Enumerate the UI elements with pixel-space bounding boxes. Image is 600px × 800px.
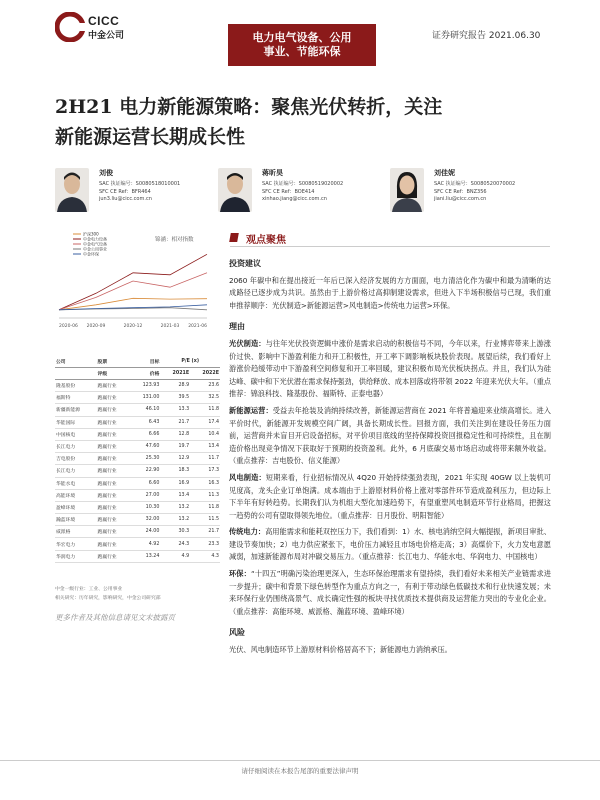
analyst-sfc: SFC CE Ref：BOE414 xyxy=(262,189,315,195)
table-cell: 18.3 xyxy=(160,465,190,477)
table-header-cell: P/E (x) xyxy=(160,356,220,368)
table-note-line: 相关研究：历年研究，影响研究，中金公司研究部 xyxy=(55,596,161,601)
env-paragraph xyxy=(229,568,551,618)
table-cell: 威派格 xyxy=(55,526,97,538)
analyst-card xyxy=(390,168,550,218)
table-cell: 123.93 xyxy=(130,380,160,392)
risk-paragraph: 光伏、风电制造环节上游原材料价格居高不下；新能源电力消纳承压。 xyxy=(229,645,452,655)
table-cell: 13.4 xyxy=(160,489,190,501)
pv-label: 光伏制造： xyxy=(229,338,266,348)
table-cell: 25.30 xyxy=(130,453,160,465)
table-cell: 13.3 xyxy=(160,404,190,416)
table-cell: 华宏电力 xyxy=(55,538,97,550)
table-cell: 13.24 xyxy=(130,550,160,562)
table-cell: 24.3 xyxy=(160,538,190,550)
table-cell: 11.7 xyxy=(190,453,220,465)
investment-heading: 投资建议 xyxy=(229,259,261,268)
table-cell: 11.3 xyxy=(190,489,220,501)
sector-line-2: 事业、节能环保 xyxy=(263,45,341,58)
table-cell: 盈峰环境 xyxy=(55,501,97,513)
table-row xyxy=(55,404,220,416)
trad-text: 高用能需求和能耗双控压力下，我们看到：1）水、核电消纳空间大幅提振，新项目审批、建设节奏加快；2）电力供应紧张下，电价压力减轻且市场电价格走高；3）高煤价下，火力发电意愿减弱，加速新能源布局对冲碳交易压力。（重点推荐：长江电力、华能水电、华润电力、中国核电） xyxy=(229,527,551,562)
risk-heading: 风险 xyxy=(229,628,245,638)
pv-paragraph xyxy=(229,338,551,401)
table-cell: 6.60 xyxy=(130,477,160,489)
table-cell: 跑赢行业 xyxy=(97,440,131,452)
table-cell: 华润电力 xyxy=(55,550,97,562)
table-cell: 13.2 xyxy=(160,514,190,526)
table-cell: 21.7 xyxy=(190,526,220,538)
wind-text: 短期来看，行业招标情况从 4Q20 开始持续强劲表现，2021 年实现 40GW 以上装机可见度高，龙头企业订单饱满。成本端由于上游原材料价格上涨对零部件环节造成盈利压力，但边际上下半年有好转趋势。长期我们认为机组大型化加速趋势下，有望重塑风电制造环节行业格局，把握这一趋势的公司有望取得领先地位。（重点推荐：日月股份、明阳智能） xyxy=(229,472,551,520)
table-cell: 隆基股份 xyxy=(55,380,97,392)
chart-source: 锦涵：相对指数 xyxy=(155,237,194,243)
ne-paragraph xyxy=(229,405,551,468)
table-cell: 21.7 xyxy=(160,416,190,428)
wind-paragraph xyxy=(229,472,551,522)
analyst-photo-icon xyxy=(218,168,252,212)
table-cell: 跑赢行业 xyxy=(97,501,131,513)
table-cell: 131.00 xyxy=(130,392,160,404)
table-cell: 12.9 xyxy=(160,453,190,465)
chart-legend-label: 中金公用事业 xyxy=(83,246,107,252)
chart-x-tick-label: 2020-06 xyxy=(59,324,78,329)
chart-x-tick-label: 2021-03 xyxy=(160,324,180,329)
table-row xyxy=(55,453,220,465)
analyst-email[interactable]: xinhao.jiang@cicc.com.cn xyxy=(262,196,327,202)
table-cell: 6.66 xyxy=(130,428,160,440)
table-header-cell: 2021E xyxy=(160,368,190,380)
chart-x-tick-label: 2020-12 xyxy=(123,324,143,329)
table-row xyxy=(55,501,220,513)
table-cell: 28.9 xyxy=(160,380,190,392)
table-cell: 华能水电 xyxy=(55,477,97,489)
table-cell: 10.30 xyxy=(130,501,160,513)
table-row xyxy=(55,392,220,404)
table-cell: 19.7 xyxy=(160,440,190,452)
ne-text: 受益去年抢装及消纳持续改善，新能源运营商在 2021 年将普遍迎来业绩高增长。进入平价时代，新能源开发规模空间广阔，具备长期成长性。回报方面，我们关注到在建设任务压力面前，运营商并未盲目开启设备招标，对平价项目底线的坚持保障投资回报稳定性和可持续性，且在制造价格出现竞争情况下获取好于预期的投资盈利。此外，6 月底碳交易市场启动或将带来额外收益。（重点推荐：吉电股份、信义能源） xyxy=(229,405,551,466)
table-cell: 4.3 xyxy=(190,550,220,562)
table-row xyxy=(55,489,220,501)
chart-x-tick-label: 2020-09 xyxy=(86,324,106,329)
table-cell: 13.4 xyxy=(190,440,220,452)
analyst-name: 蒋昕昊 xyxy=(262,169,283,177)
report-header xyxy=(0,0,600,72)
chart-series-line xyxy=(59,254,207,309)
table-note-line: 中金一级行业：工业、公用事业 xyxy=(55,587,123,592)
ne-label: 新能源运营： xyxy=(229,405,273,415)
table-cell: 长江电力 xyxy=(55,440,97,452)
table-header-cell: 价格 xyxy=(130,368,160,380)
env-text: “十四五”明确污染治理更深入，生态环保治理需求有望持续，我们看好未来相关产业链需求进一步提升；碳中和背景下绿色转型作为重点方向之一，有利于带动绿色低碳技术和行业快速发展；未来环保行业仍围绕高景气、成长确定性强的板块寻找优质技术提供商及运营能力突出的专业化企业。（重点推荐：高能环境、威派格、瀚蓝环境、盈峰环境） xyxy=(229,569,551,616)
table-cell: 39.5 xyxy=(160,392,190,404)
table-cell: 新疆新能源 xyxy=(55,404,97,416)
table-cell: 吉电股份 xyxy=(55,453,97,465)
chart-series-line xyxy=(59,273,207,310)
analyst-sac: SAC 执证编号：S0080519020002 xyxy=(262,181,344,187)
table-cell: 跑赢行业 xyxy=(97,392,131,404)
analyst-photo-icon xyxy=(390,168,424,212)
table-cell: 跑赢行业 xyxy=(97,526,131,538)
table-cell: 12.8 xyxy=(160,428,190,440)
report-date: 证券研究报告 2021.06.30 xyxy=(432,31,541,41)
logo-cn-text: 中金公司 xyxy=(88,31,125,41)
table-header-row xyxy=(55,356,220,368)
table-header-cell: 公司 xyxy=(55,356,97,368)
table-cell: 16.9 xyxy=(160,477,190,489)
logo-en-text: CICC xyxy=(88,14,120,28)
chart-legend-label: 沪深300 xyxy=(83,231,99,237)
stock-table xyxy=(55,356,220,563)
sector-line-1: 电力电气设备、公用 xyxy=(252,31,352,44)
table-row xyxy=(55,526,220,538)
table-cell: 22.90 xyxy=(130,465,160,477)
table-cell: 福斯特 xyxy=(55,392,97,404)
table-cell: 跑赢行业 xyxy=(97,404,131,416)
table-header-cell: 股票 xyxy=(97,356,131,368)
table-cell: 13.2 xyxy=(160,501,190,513)
table-cell: 11.5 xyxy=(190,514,220,526)
analyst-name: 刘佳妮 xyxy=(434,169,455,177)
pv-text: 与往年光伏投资逻辑中涨价是需求启动的积极信号不同，今年以来，行业博弈带来上游涨价过快、影响中下游盈利能力和开工积极性，开工率下调影响板块股价表现。展望后续，我们看好上游涨价趋缓带动中下游盈利空间修复和开工率回暖，建议积极布局光伏板块拐点。并且，我们认为硅达峰、碳中和下光伏潜在需求保持强劲，供给释放、成本回落或将带领 2022 年迎来光伏大年。（重点推荐：锦浪科技、隆基股份、福斯特、正泰电器） xyxy=(229,338,551,399)
analyst-name: 刘俊 xyxy=(99,169,113,177)
chart-legend-label: 中金电力设备 xyxy=(83,236,107,242)
table-cell: 跑赢行业 xyxy=(97,380,131,392)
analyst-sfc: SFC CE Ref：BFR464 xyxy=(99,189,151,195)
more-authors-note: 更多作者及其他信息请见文末披露页 xyxy=(55,613,175,622)
table-cell: 跑赢行业 xyxy=(97,428,131,440)
table-header-row xyxy=(55,368,220,380)
analyst-email[interactable]: jun3.liu@cicc.com.cn xyxy=(99,196,152,202)
table-cell: 跑赢行业 xyxy=(97,538,131,550)
chart-x-tick-label: 2021-06 xyxy=(188,324,207,329)
table-row xyxy=(55,428,220,440)
reason-heading: 理由 xyxy=(229,322,245,332)
wind-label: 风电制造： xyxy=(229,472,266,482)
table-row xyxy=(55,416,220,428)
table-cell: 跑赢行业 xyxy=(97,514,131,526)
env-label: 环保： xyxy=(229,569,251,579)
main-content xyxy=(229,258,551,661)
table-header-cell: 评级 xyxy=(97,368,131,380)
table-row xyxy=(55,538,220,550)
table-cell: 23.6 xyxy=(190,380,220,392)
chart-series-line xyxy=(59,305,207,310)
cicc-logo-icon xyxy=(55,12,85,42)
table-cell: 23.3 xyxy=(190,538,220,550)
table-row xyxy=(55,477,220,489)
table-header-cell: 目标 xyxy=(130,356,160,368)
analyst-card xyxy=(55,168,215,218)
analyst-sfc: SFC CE Ref：BNZ356 xyxy=(434,189,487,195)
table-cell: 27.00 xyxy=(130,489,160,501)
table-cell: 跑赢行业 xyxy=(97,550,131,562)
table-cell: 跑赢行业 xyxy=(97,489,131,501)
table-cell: 4.9 xyxy=(160,550,190,562)
table-cell: 10.4 xyxy=(190,428,220,440)
table-cell: 17.3 xyxy=(190,465,220,477)
table-cell: 跑赢行业 xyxy=(97,465,131,477)
table-cell: 47.60 xyxy=(130,440,160,452)
table-header-cell: 2022E xyxy=(190,368,220,380)
section-divider xyxy=(230,246,550,247)
table-cell: 4.92 xyxy=(130,538,160,550)
table-row xyxy=(55,514,220,526)
table-cell: 17.4 xyxy=(190,416,220,428)
performance-chart xyxy=(55,230,215,340)
title-line-2: 新能源运营长期成长性 xyxy=(55,126,246,148)
cicc-logo xyxy=(55,12,135,46)
table-header-cell xyxy=(55,368,97,380)
table-notes xyxy=(55,585,225,603)
table-cell: 24.00 xyxy=(130,526,160,538)
table-cell: 11.8 xyxy=(190,404,220,416)
legal-footer[interactable]: 请仔细阅读在本报告尾部的重要法律声明 xyxy=(241,767,359,775)
sector-banner xyxy=(228,24,376,66)
analyst-card xyxy=(218,168,378,218)
chart-legend-label: 中金环保 xyxy=(83,251,99,257)
table-cell: 跑赢行业 xyxy=(97,477,131,489)
trad-label: 传统电力： xyxy=(229,527,266,537)
table-cell: 11.8 xyxy=(190,501,220,513)
table-cell: 高能环境 xyxy=(55,489,97,501)
analyst-sac: SAC 执证编号：S0080520070002 xyxy=(434,181,516,187)
chart-legend-label: 中金电气设备 xyxy=(83,241,107,247)
table-cell: 32.5 xyxy=(190,392,220,404)
section-marker-icon xyxy=(229,233,239,242)
table-cell: 跑赢行业 xyxy=(97,453,131,465)
footer-divider xyxy=(0,760,600,761)
table-cell: 华能国际 xyxy=(55,416,97,428)
table-cell: 长江电力 xyxy=(55,465,97,477)
table-row xyxy=(55,550,220,562)
trad-paragraph xyxy=(229,526,551,564)
table-cell: 32.00 xyxy=(130,514,160,526)
table-row xyxy=(55,380,220,392)
table-row xyxy=(55,465,220,477)
table-cell: 30.3 xyxy=(160,526,190,538)
analyst-email[interactable]: jiani.liu@cicc.com.cn xyxy=(434,196,487,202)
table-cell: 16.3 xyxy=(190,477,220,489)
investment-paragraph: 2060 年碳中和在提出接近一年后已深入经济发展的方方面面，电力清洁化作为碳中和最为清晰的达成路径已逐步成为共识。虽然由于上游价格过高抑制建设需求，但进入下半场积极信号已现，我们重申推荐顺序：光伏制造>新能源运营>风电制造>传统电力运营>环保。 xyxy=(229,275,551,310)
section-heading-text: 观点聚焦 xyxy=(246,235,286,246)
report-title xyxy=(55,92,555,152)
analyst-sac: SAC 执证编号：S0080518010001 xyxy=(99,181,181,187)
table-cell: 46.10 xyxy=(130,404,160,416)
table-row xyxy=(55,440,220,452)
analyst-photo-icon xyxy=(55,168,89,212)
table-cell: 瀚蓝环境 xyxy=(55,514,97,526)
table-cell: 中国核电 xyxy=(55,428,97,440)
table-cell: 6.43 xyxy=(130,416,160,428)
title-line-1: 2H21 电力新能源策略：聚焦光伏转折，关注 xyxy=(55,96,443,118)
table-cell: 跑赢行业 xyxy=(97,416,131,428)
